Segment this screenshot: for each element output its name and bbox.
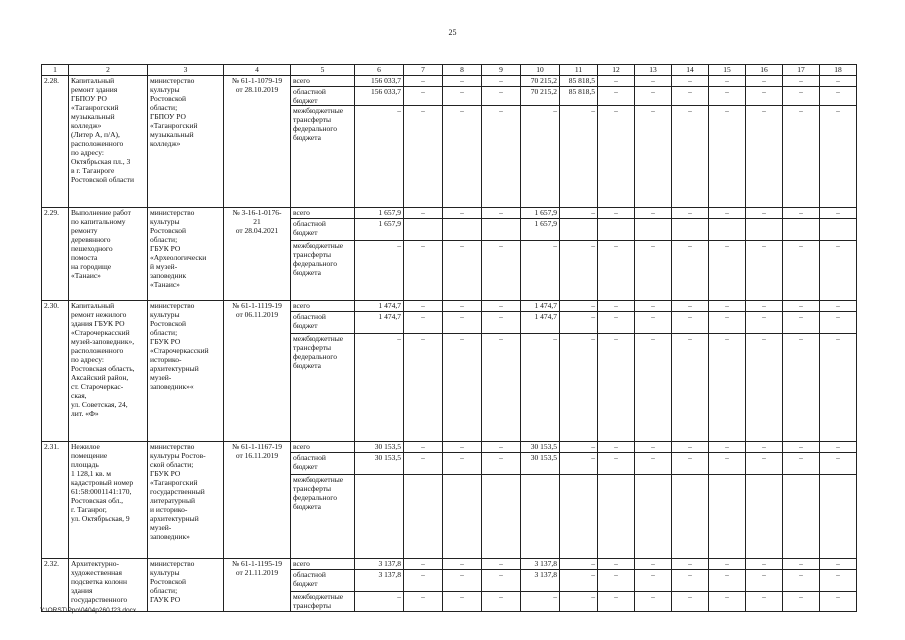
value-cell: 1 474,7 [355, 312, 404, 334]
value-cell: – [709, 106, 746, 208]
row-doc: № 3-16-1-0176- 21 от 28.04.2021 [232, 208, 282, 235]
value-cell: – [355, 334, 404, 442]
funding-source-cell [291, 219, 355, 241]
value-cell: – [560, 453, 598, 475]
value-cell: – [482, 559, 521, 570]
row-object: Капитальный ремонт здания ГБПОУ РО «Таганрогский музыкальный колледж» (Литер А, п/А), расположенного по адресу: Октябрьская пл., 3 в г. Таганроге Ростовской области [71, 76, 134, 184]
page-number: 25 [448, 28, 457, 37]
row-customer-cell [148, 301, 224, 442]
row-doc-cell [224, 442, 291, 559]
value-cell: – [820, 334, 857, 442]
value-cell: – [482, 334, 521, 442]
value-cell: – [443, 312, 482, 334]
value-cell: – [443, 208, 482, 219]
value-cell: – [482, 106, 521, 208]
value-cell: 1 474,7 [521, 301, 560, 312]
value-cell [820, 475, 857, 559]
value-cell [635, 475, 672, 559]
table-row [42, 76, 857, 87]
column-number-header: 13 [635, 65, 672, 76]
row-customer-cell [148, 442, 224, 559]
value-cell: – [443, 442, 482, 453]
value-cell: – [746, 87, 783, 106]
funding-source-cell [291, 592, 355, 612]
column-number-header: 7 [404, 65, 443, 76]
value-cell: – [746, 208, 783, 219]
value-cell: – [820, 453, 857, 475]
row-object: Архитектурно- художественная подсветка колонн здания государственного [71, 559, 128, 604]
funding-source: межбюджетные трансферты федерального бюджета [293, 334, 344, 370]
value-cell: – [709, 241, 746, 301]
value-cell: – [443, 106, 482, 208]
value-cell: – [820, 76, 857, 87]
row-customer-cell [148, 208, 224, 301]
value-cell [404, 475, 443, 559]
funding-source: всего [293, 559, 310, 568]
column-number-header: 17 [783, 65, 820, 76]
value-cell: – [672, 570, 709, 592]
value-cell: – [355, 106, 404, 208]
column-number-row [42, 65, 857, 76]
value-cell: – [443, 592, 482, 612]
row-customer-cell [148, 559, 224, 612]
value-cell: – [482, 592, 521, 612]
value-cell [672, 475, 709, 559]
value-cell: – [820, 442, 857, 453]
funding-source: всего [293, 208, 310, 217]
value-cell: – [482, 87, 521, 106]
value-cell: – [521, 241, 560, 301]
value-cell [443, 475, 482, 559]
table-row [42, 442, 857, 453]
row-id: 2.30. [44, 301, 59, 310]
value-cell: – [482, 76, 521, 87]
value-cell: – [783, 559, 820, 570]
value-cell: – [635, 442, 672, 453]
value-cell: – [672, 76, 709, 87]
value-cell: 156 033,7 [355, 76, 404, 87]
value-cell: – [709, 592, 746, 612]
value-cell: – [521, 334, 560, 442]
value-cell: – [521, 592, 560, 612]
funding-source-cell [291, 301, 355, 312]
value-cell: – [404, 312, 443, 334]
row-doc-cell [224, 208, 291, 301]
value-cell: – [521, 106, 560, 208]
value-cell: 70 215,2 [521, 87, 560, 106]
value-cell: – [783, 570, 820, 592]
row-customer: министерство культуры Ростовской области; ГБУК РО «Археологически й музей- заповедник «Танаис» [150, 208, 207, 289]
value-cell: – [783, 76, 820, 87]
value-cell: – [746, 106, 783, 208]
value-cell: – [635, 106, 672, 208]
value-cell: – [746, 76, 783, 87]
value-cell: 3 137,8 [355, 570, 404, 592]
value-cell: – [404, 76, 443, 87]
row-object: Капитальный ремонт нежилого здания ГБУК РО «Старочеркасский музей-заповедник», расположенного по адресу: Ростовская область, Аксайский район, ст. Старочеркас- ская, ул. Советская, 24, лит. «Ф» [71, 301, 135, 418]
funding-source-cell [291, 312, 355, 334]
value-cell [443, 219, 482, 241]
funding-source: всего [293, 76, 310, 85]
column-number-header: 12 [598, 65, 635, 76]
funding-source-cell [291, 442, 355, 453]
file-path-footer: Y:\ORST\Ppo\0404p260.f23.docx [40, 607, 137, 614]
value-cell: – [635, 76, 672, 87]
value-cell: – [746, 592, 783, 612]
funding-source-cell [291, 208, 355, 219]
value-cell: – [560, 312, 598, 334]
funding-source: областной бюджет [293, 453, 326, 471]
value-cell: – [404, 559, 443, 570]
row-id-cell [42, 208, 69, 301]
value-cell [709, 219, 746, 241]
value-cell: – [746, 312, 783, 334]
value-cell: 3 137,8 [355, 559, 404, 570]
value-cell [746, 219, 783, 241]
value-cell: – [404, 442, 443, 453]
value-cell: – [635, 312, 672, 334]
value-cell: – [709, 442, 746, 453]
value-cell: – [560, 570, 598, 592]
value-cell: – [820, 592, 857, 612]
value-cell: – [598, 87, 635, 106]
value-cell: – [355, 592, 404, 612]
column-number-header: 6 [355, 65, 404, 76]
value-cell: – [482, 442, 521, 453]
row-id: 2.32. [44, 559, 59, 568]
value-cell: – [635, 334, 672, 442]
value-cell: – [783, 442, 820, 453]
table-row [42, 208, 857, 219]
value-cell [820, 219, 857, 241]
funding-source-cell [291, 106, 355, 208]
row-object-cell [69, 76, 148, 208]
value-cell: – [672, 241, 709, 301]
value-cell: – [560, 208, 598, 219]
column-number-header: 15 [709, 65, 746, 76]
column-number-header: 8 [443, 65, 482, 76]
value-cell: – [783, 106, 820, 208]
value-cell: – [404, 87, 443, 106]
value-cell [746, 475, 783, 559]
value-cell: – [709, 76, 746, 87]
value-cell: – [635, 559, 672, 570]
value-cell: 1 657,9 [355, 219, 404, 241]
value-cell: – [560, 592, 598, 612]
value-cell: 1 474,7 [355, 301, 404, 312]
value-cell [482, 475, 521, 559]
value-cell: – [672, 442, 709, 453]
row-customer: министерство культуры Ростовской области; ГАУК РО [150, 559, 195, 604]
budget-table [41, 64, 857, 612]
value-cell: – [443, 559, 482, 570]
value-cell: – [709, 559, 746, 570]
funding-source-cell [291, 559, 355, 570]
value-cell: – [598, 442, 635, 453]
column-number-header: 1 [42, 65, 69, 76]
row-object-cell [69, 442, 148, 559]
value-cell: – [820, 312, 857, 334]
value-cell [482, 219, 521, 241]
value-cell: – [404, 334, 443, 442]
value-cell: – [482, 453, 521, 475]
value-cell: – [783, 241, 820, 301]
value-cell: – [598, 570, 635, 592]
value-cell: – [404, 208, 443, 219]
column-number-header: 14 [672, 65, 709, 76]
row-doc-cell [224, 301, 291, 442]
value-cell: – [443, 87, 482, 106]
value-cell: – [783, 301, 820, 312]
column-number-header: 4 [224, 65, 291, 76]
value-cell: – [482, 312, 521, 334]
funding-source-cell [291, 241, 355, 301]
value-cell: – [635, 241, 672, 301]
value-cell: – [635, 570, 672, 592]
value-cell: – [404, 570, 443, 592]
row-doc: № 61-1-1119-19 от 06.11.2019 [232, 301, 282, 319]
value-cell: – [598, 106, 635, 208]
value-cell: – [820, 301, 857, 312]
row-id: 2.28. [44, 76, 59, 85]
value-cell: 3 137,8 [521, 559, 560, 570]
value-cell: 30 153,5 [355, 453, 404, 475]
value-cell [560, 475, 598, 559]
value-cell: – [635, 592, 672, 612]
value-cell: – [404, 301, 443, 312]
value-cell: – [783, 334, 820, 442]
value-cell: – [443, 570, 482, 592]
value-cell: 30 153,5 [521, 453, 560, 475]
value-cell: – [709, 334, 746, 442]
row-object-cell [69, 208, 148, 301]
table-row [42, 559, 857, 570]
value-cell: – [820, 559, 857, 570]
value-cell: – [820, 87, 857, 106]
value-cell: – [598, 559, 635, 570]
funding-source: областной бюджет [293, 87, 326, 105]
value-cell: – [598, 301, 635, 312]
value-cell: – [746, 453, 783, 475]
value-cell [635, 219, 672, 241]
value-cell: – [482, 570, 521, 592]
value-cell: – [482, 208, 521, 219]
value-cell: – [820, 106, 857, 208]
row-id-cell [42, 301, 69, 442]
value-cell: 156 033,7 [355, 87, 404, 106]
value-cell [598, 475, 635, 559]
value-cell: – [672, 559, 709, 570]
row-id: 2.29. [44, 208, 59, 217]
value-cell: – [443, 301, 482, 312]
value-cell: – [783, 592, 820, 612]
row-object: Нежилое помещение площадь 1 128,1 кв. м кадастровый номер 61:58:0001141:170, Ростовская обл., г. Таганрог, ул. Октябрьская, 9 [71, 442, 134, 523]
row-doc-cell [224, 76, 291, 208]
value-cell: – [672, 301, 709, 312]
value-cell [672, 219, 709, 241]
row-id-cell [42, 442, 69, 559]
value-cell: – [482, 301, 521, 312]
value-cell: – [709, 570, 746, 592]
value-cell: 30 153,5 [521, 442, 560, 453]
funding-source: всего [293, 442, 310, 451]
row-id-cell [42, 559, 69, 612]
value-cell: 3 137,8 [521, 570, 560, 592]
value-cell: – [560, 334, 598, 442]
value-cell: – [783, 87, 820, 106]
value-cell: 85 818,5 [560, 76, 598, 87]
value-cell: – [672, 592, 709, 612]
funding-source-cell [291, 453, 355, 475]
value-cell: – [482, 241, 521, 301]
value-cell: 30 153,5 [355, 442, 404, 453]
value-cell: – [598, 76, 635, 87]
funding-source: областной бюджет [293, 570, 326, 588]
value-cell: – [355, 241, 404, 301]
value-cell [355, 475, 404, 559]
value-cell: – [598, 208, 635, 219]
funding-source: межбюджетные трансферты федерального бюджета [293, 241, 344, 277]
value-cell: – [783, 208, 820, 219]
value-cell: – [560, 241, 598, 301]
value-cell: – [709, 453, 746, 475]
row-customer: министерство культуры Ростовской области; ГБПОУ РО «Таганрогский музыкальный колледж» [150, 76, 198, 148]
value-cell: 1 657,9 [521, 219, 560, 241]
value-cell: 85 818,5 [560, 87, 598, 106]
value-cell: 1 657,9 [355, 208, 404, 219]
column-number-header: 10 [521, 65, 560, 76]
value-cell [709, 475, 746, 559]
value-cell: – [635, 208, 672, 219]
funding-source: всего [293, 301, 310, 310]
value-cell [560, 219, 598, 241]
value-cell: – [709, 87, 746, 106]
column-number-header: 11 [560, 65, 598, 76]
value-cell: – [404, 453, 443, 475]
row-customer: министерство культуры Ростов- ской области; ГБУК РО «Таганрогский государственный литературный и историко- архитектурный музей- заповедник» [150, 442, 206, 541]
funding-source: областной бюджет [293, 219, 326, 237]
value-cell: – [709, 301, 746, 312]
funding-source-cell [291, 334, 355, 442]
column-number-header: 16 [746, 65, 783, 76]
table-row [42, 301, 857, 312]
row-doc: № 61-1-1167-19 от 16.11.2019 [232, 442, 282, 460]
row-object-cell [69, 559, 148, 612]
value-cell: – [560, 559, 598, 570]
column-number-header: 9 [482, 65, 521, 76]
value-cell: – [672, 106, 709, 208]
value-cell: – [709, 312, 746, 334]
value-cell: – [635, 87, 672, 106]
row-object: Выполнение работ по капитальному ремонту деревянного пешеходного помоста на городище «Танаис» [71, 208, 131, 280]
value-cell: 1 657,9 [521, 208, 560, 219]
value-cell: – [635, 453, 672, 475]
funding-source: областной бюджет [293, 312, 326, 330]
value-cell: – [672, 87, 709, 106]
value-cell: – [746, 570, 783, 592]
value-cell: – [672, 453, 709, 475]
value-cell: – [443, 334, 482, 442]
value-cell: – [746, 241, 783, 301]
value-cell: – [443, 76, 482, 87]
value-cell: – [820, 570, 857, 592]
row-doc-cell [224, 559, 291, 612]
value-cell: – [404, 106, 443, 208]
value-cell: – [783, 453, 820, 475]
row-doc: № 61-1-1195-19 от 21.11.2019 [232, 559, 282, 577]
row-customer: министерство культуры Ростовской области; ГБУК РО «Старочеркасский историко- архитектурный музей- заповедник»« [150, 301, 209, 391]
value-cell: – [598, 241, 635, 301]
row-doc: № 61-1-1079-19 от 28.10.2019 [231, 76, 283, 94]
row-object-cell [69, 301, 148, 442]
value-cell [783, 219, 820, 241]
value-cell: – [820, 208, 857, 219]
value-cell: – [820, 241, 857, 301]
value-cell: – [560, 442, 598, 453]
column-number-header: 5 [291, 65, 355, 76]
row-customer-cell [148, 76, 224, 208]
row-id-cell [42, 76, 69, 208]
funding-source-cell [291, 76, 355, 87]
value-cell: – [560, 301, 598, 312]
value-cell: – [560, 106, 598, 208]
value-cell: – [443, 241, 482, 301]
value-cell: – [672, 334, 709, 442]
value-cell: – [672, 208, 709, 219]
value-cell [404, 219, 443, 241]
value-cell: – [443, 453, 482, 475]
value-cell: 1 474,7 [521, 312, 560, 334]
value-cell: – [746, 442, 783, 453]
value-cell: – [746, 301, 783, 312]
value-cell [598, 219, 635, 241]
funding-source: межбюджетные трансферты федерального бюджета [293, 475, 344, 511]
value-cell: – [404, 241, 443, 301]
funding-source: межбюджетные трансферты федерального бюджета [293, 106, 344, 142]
funding-source-cell [291, 475, 355, 559]
value-cell: – [404, 592, 443, 612]
value-cell: – [709, 208, 746, 219]
funding-source-cell [291, 570, 355, 592]
column-number-header: 18 [820, 65, 857, 76]
column-number-header: 2 [69, 65, 148, 76]
value-cell: – [746, 334, 783, 442]
value-cell [783, 475, 820, 559]
value-cell: – [598, 592, 635, 612]
funding-source: межбюджетные трансферты [293, 592, 344, 610]
value-cell: – [672, 312, 709, 334]
value-cell: – [635, 301, 672, 312]
value-cell: 70 215,2 [521, 76, 560, 87]
value-cell: – [783, 312, 820, 334]
funding-source-cell [291, 87, 355, 106]
value-cell: – [746, 559, 783, 570]
column-number-header: 3 [148, 65, 224, 76]
value-cell: – [598, 312, 635, 334]
value-cell: – [598, 453, 635, 475]
value-cell: – [598, 334, 635, 442]
value-cell [521, 475, 560, 559]
row-id: 2.31. [44, 442, 59, 451]
